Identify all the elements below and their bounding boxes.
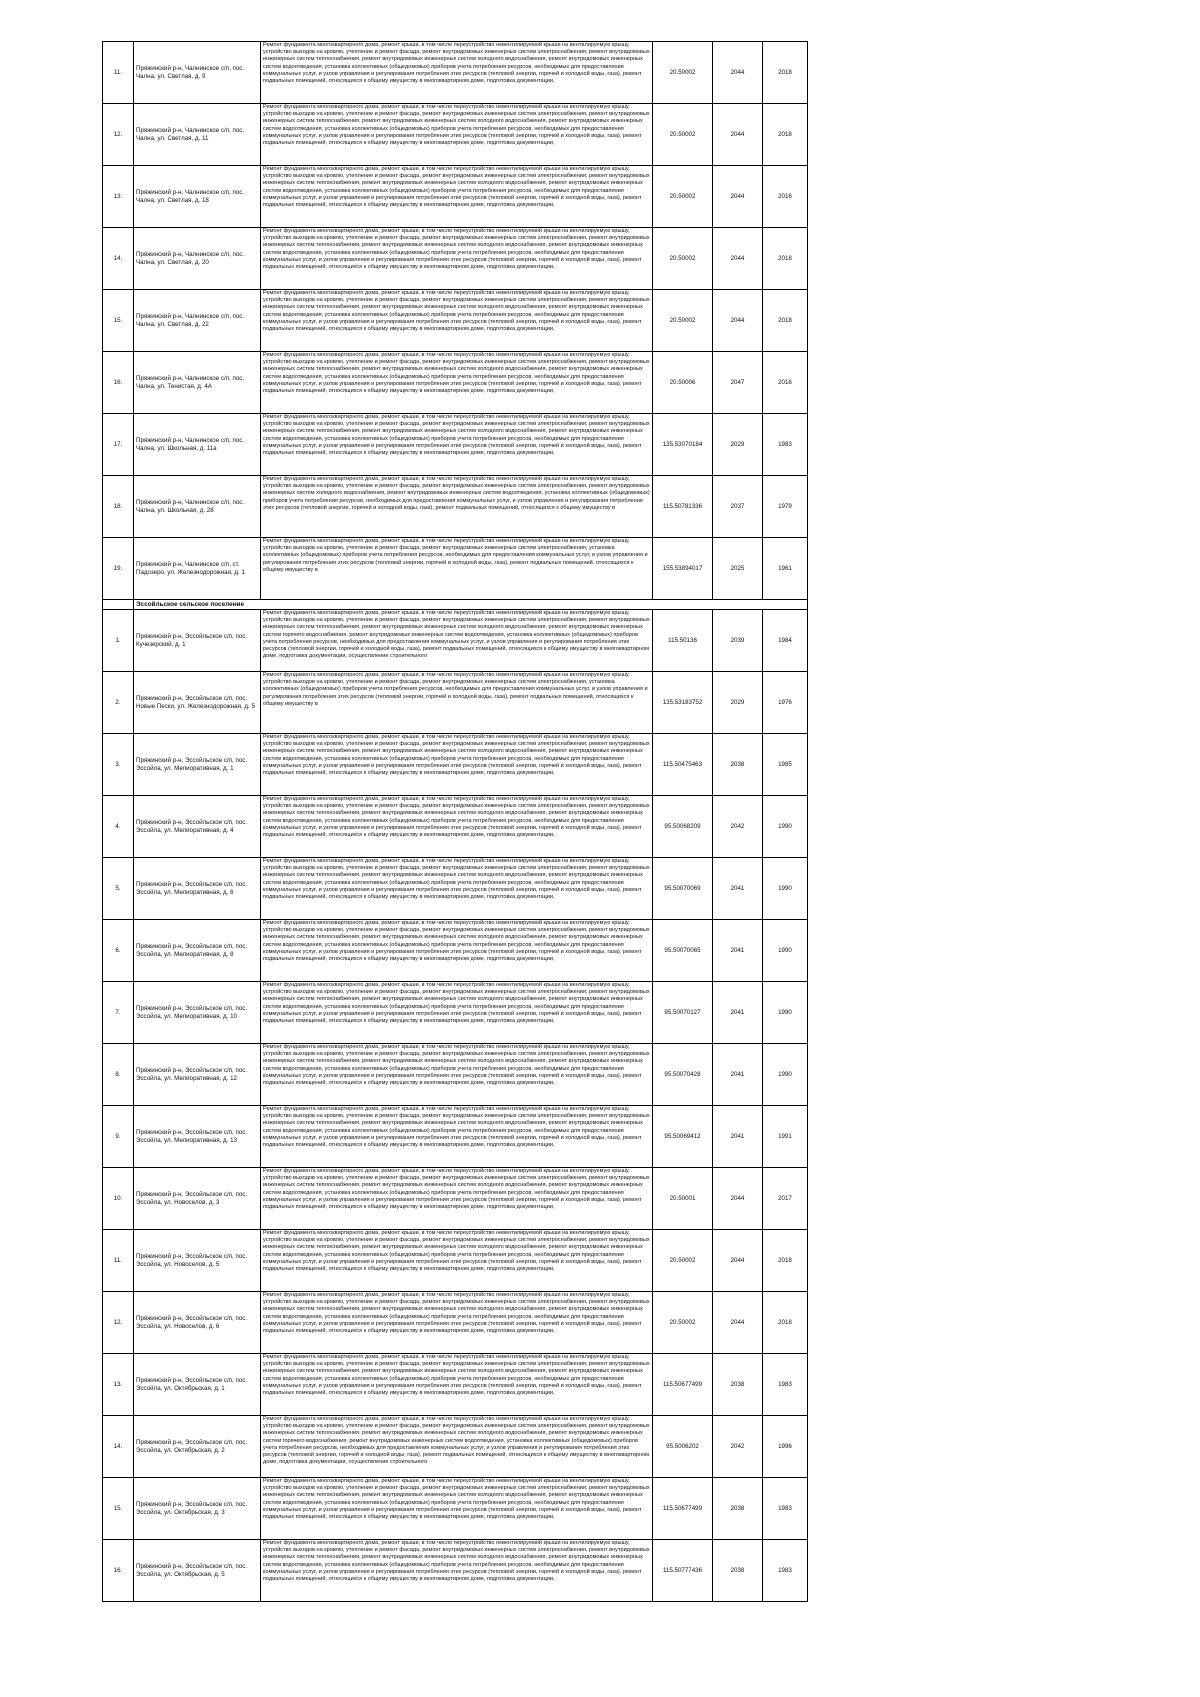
house-address-cell: Пряжинский р-н, Чалнинское с/п, пос. Чална, ул. Школьная, д. 11а [134,414,261,476]
planned-year-cell: 2029 [713,672,763,734]
row-number-cell: 11. [103,1230,134,1292]
work-types-cell [261,352,653,414]
unit-cost-cell: 115.50136 [653,610,713,672]
house-address-cell: Пряжинский р-н, Чалнинское с/п, пос. Чална, ул. Светлая, д. 9 [134,42,261,104]
table-row [103,414,808,476]
row-number-cell: 18. [103,476,134,538]
unit-cost-cell: 95.50070065 [653,920,713,982]
work-types-cell [261,1416,653,1478]
work-types-cell [261,414,653,476]
row-number-cell: 12. [103,104,134,166]
row-number-cell: 19. [103,538,134,600]
unit-cost-cell: 95.50068209 [653,796,713,858]
house-address-cell: Пряжинский р-н, Эссойльское с/п, пос. Эссойла, ул. Мелиоративная, д. 12 [134,1044,261,1106]
build-year-cell: 1996 [763,1416,808,1478]
house-address-cell: Пряжинский р-н, Эссойльское с/п, пос. Эссойла, ул. Октябрьская, д. 5 [134,1540,261,1602]
build-year-cell: 1979 [763,476,808,538]
work-types: Ремонт фундамента многоквартирного дома, ремонт крыши, в том числе переустройство невентилируемой крыши на вентилируемую крышу, устройство выходов на кровлю, утепление и ремонт фасада, ремонт внутридомовых инженерных систем электроснабжения, установка коллективных (общедомовых) приборов учета потребления ресурсов, необходимых для предоставления коммунальных услуг, и узлов управления и регулирования потребления этих ресурсов (тепловой энергии, горячей и холодной воды, газа), ремонт подвальных помещений, относящихся к общему имуществу в [263,672,648,707]
work-types-cell [261,734,653,796]
row-number-cell: 15. [103,290,134,352]
unit-cost-cell: 20.50002 [653,290,713,352]
build-year-cell: 1984 [763,610,808,672]
planned-year-cell: 2041 [713,982,763,1044]
house-address-cell: Пряжинский р-н, Чалнинское с/п, пос. Чална, ул. Светлая, д. 18 [134,166,261,228]
planned-year-cell: 2042 [713,796,763,858]
build-year-cell: 1990 [763,920,808,982]
table-row [103,166,808,228]
table-row [103,352,808,414]
house-address-cell: Пряжинский р-н, Эссойльское с/п, пос. Эссойла, ул. Новоселов, д. 5 [134,1230,261,1292]
unit-cost-cell: 20.50002 [653,1230,713,1292]
build-year-cell: 1983 [763,414,808,476]
work-types: Ремонт фундамента многоквартирного дома, ремонт крыши, в том числе переустройство невентилируемой крыши на вентилируемую крышу, устройство выходов на кровлю, утепление и ремонт фасада, ремонт внутридомовых инженерных систем электроснабжения, ремонт внутридомовых инженерных систем теплоснабжения, ремонт внутридомовых инженерных систем холодного водоснабжения, ремонт внутридомовых инженерных систем водоотведения, установка коллективных (общедомовых) приборов учета потребления ресурсов, необходимых для предоставления коммунальных услуг, и узлов управления и регулирования потребления этих ресурсов (тепловой энергии, горячей и холодной воды, газа), ремонт подвальных помещений, относящихся к общему имуществу в многоквартирном доме, подготовка документации, [263,1168,650,1211]
planned-year-cell: 2038 [713,1354,763,1416]
work-types: Ремонт фундамента многоквартирного дома, ремонт крыши, в том числе переустройство невентилируемой крыши на вентилируемую крышу, устройство выходов на кровлю, утепление и ремонт фасада, ремонт внутридомовых инженерных систем электроснабжения, ремонт внутридомовых инженерных систем теплоснабжения, ремонт внутридомовых инженерных систем холодного водоснабжения, ремонт внутридомовых инженерных систем водоотведения, установка коллективных (общедомовых) приборов учета потребления ресурсов, необходимых для предоставления коммунальных услуг, и узлов управления и регулирования потребления этих ресурсов (тепловой энергии, горячей и холодной воды, газа), ремонт подвальных помещений, относящихся к общему имуществу в многоквартирном доме, подготовка документации, [263,1044,650,1087]
row-number-cell: 13. [103,1354,134,1416]
table-row [103,104,808,166]
chalna-settlement-rows [103,42,808,600]
work-types: Ремонт фундамента многоквартирного дома, ремонт крыши, в том числе переустройство невентилируемой крыши на вентилируемую крышу, устройство выходов на кровлю, утепление и ремонт фасада, ремонт внутридомовых инженерных систем электроснабжения, ремонт внутридомовых инженерных систем теплоснабжения, ремонт внутридомовых инженерных систем холодного водоснабжения, ремонт внутридомовых инженерных систем водоотведения, установка коллективных (общедомовых) приборов учета потребления ресурсов, необходимых для предоставления коммунальных услуг, и узлов управления и регулирования потребления этих ресурсов (тепловой энергии, горячей и холодной воды, газа), ремонт подвальных помещений, относящихся к общему имуществу в многоквартирном доме, подготовка документации, [263,104,650,147]
planned-year-cell: 2044 [713,290,763,352]
build-year-cell: 1961 [763,538,808,600]
table-row [103,42,808,104]
planned-year-cell: 2038 [713,1478,763,1540]
work-types: Ремонт фундамента многоквартирного дома, ремонт крыши, в том числе переустройство невентилируемой крыши на вентилируемую крышу, устройство выходов на кровлю, утепление и ремонт фасада, ремонт внутридомовых инженерных систем электроснабжения, ремонт внутридомовых инженерных систем теплоснабжения, ремонт внутридомовых инженерных систем холодного водоснабжения, ремонт внутридомовых инженерных систем горячего водоснабжения, ремонт внутридомовых инженерных систем водоотведения, установка коллективных (общедомовых) приборов учета потребления ресурсов, необходимых для предоставления коммунальных услуг, и узлов управления и регулирования потребления этих ресурсов (тепловой энергии, горячей и холодной воды, газа), ремонт подвальных помещений, относящихся к общему имуществу в многоквартирном доме, подготовка документации, осуществление строительного [263,1416,650,1466]
row-number-cell: 17. [103,414,134,476]
section-header-group [103,600,808,610]
build-year-cell: 2018 [763,290,808,352]
unit-cost-cell: 135.53070184 [653,414,713,476]
house-address-cell: Пряжинский р-н, Чалнинское с/п, ст. Падозеро, ул. Железнодорожная, д. 1 [134,538,261,600]
house-address-cell: Пряжинский р-н, Чалнинское с/п, пос. Чална, ул. Светлая, д. 22 [134,290,261,352]
planned-year-cell: 2044 [713,166,763,228]
build-year-cell: 1990 [763,858,808,920]
work-types-cell [261,1540,653,1602]
house-address-cell: Пряжинский р-н, Чалнинское с/п, пос. Чална, ул. Тенистая, д. 4А [134,352,261,414]
work-types: Ремонт фундамента многоквартирного дома, ремонт крыши, в том числе переустройство невентилируемой крыши на вентилируемую крышу, устройство выходов на кровлю, утепление и ремонт фасада, ремонт внутридомовых инженерных систем электроснабжения, ремонт внутридомовых инженерных систем теплоснабжения, ремонт внутридомовых инженерных систем холодного водоснабжения, ремонт внутридомовых инженерных систем водоотведения, установка коллективных (общедомовых) приборов учета потребления ресурсов, необходимых для предоставления коммунальных услуг, и узлов управления и регулирования потребления этих ресурсов (тепловой энергии, горячей и холодной воды, газа), ремонт подвальных помещений, относящихся к общему имуществу в многоквартирном доме, подготовка документации, [263,858,650,901]
row-number-cell: 5. [103,858,134,920]
table-row [103,858,808,920]
row-number-cell: 11. [103,42,134,104]
unit-cost-cell: 95.50070127 [653,982,713,1044]
planned-year-cell: 2037 [713,476,763,538]
work-types: Ремонт фундамента многоквартирного дома, ремонт крыши, в том числе переустройство невентилируемой крыши на вентилируемую крышу, устройство выходов на кровлю, утепление и ремонт фасада, ремонт внутридомовых инженерных систем электроснабжения, ремонт внутридомовых инженерных систем теплоснабжения, ремонт внутридомовых инженерных систем холодного водоснабжения, ремонт внутридомовых инженерных систем водоотведения, установка коллективных (общедомовых) приборов учета потребления ресурсов, необходимых для предоставления коммунальных услуг, и узлов управления и регулирования потребления этих ресурсов (тепловой энергии, горячей и холодной воды, газа), ремонт подвальных помещений, относящихся к общему имуществу в многоквартирном доме, подготовка документации, [263,1478,650,1521]
table-row [103,1044,808,1106]
work-types-cell [261,1354,653,1416]
unit-cost-cell: 20.50002 [653,1292,713,1354]
table-row [103,1540,808,1602]
unit-cost-cell: 115.50677499 [653,1354,713,1416]
work-types-cell [261,610,653,672]
build-year-cell: 2018 [763,1230,808,1292]
work-types-cell [261,1292,653,1354]
house-address-cell: Пряжинский р-н, Чалнинское с/п, пос. Чална, ул. Школьная, д. 28 [134,476,261,538]
row-number-cell: 13. [103,166,134,228]
row-number-cell: 4. [103,796,134,858]
planned-year-cell: 2039 [713,610,763,672]
house-address-cell: Пряжинский р-н, Эссойльское с/п, пос. Эссойла, ул. Новоселов, д. 3 [134,1168,261,1230]
build-year-cell: 1983 [763,1354,808,1416]
planned-year-cell: 2038 [713,1540,763,1602]
planned-year-cell: 2044 [713,104,763,166]
row-number-cell: 1. [103,610,134,672]
planned-year-cell: 2047 [713,352,763,414]
work-types-cell [261,538,653,600]
work-types: Ремонт фундамента многоквартирного дома, ремонт крыши, в том числе переустройство невентилируемой крыши на вентилируемую крышу, устройство выходов на кровлю, утепление и ремонт фасада, ремонт внутридомовых инженерных систем электроснабжения, ремонт внутридомовых инженерных систем теплоснабжения, ремонт внутридомовых инженерных систем холодного водоснабжения, ремонт внутридомовых инженерных систем водоотведения, установка коллективных (общедомовых) приборов учета потребления ресурсов, необходимых для предоставления коммунальных услуг, и узлов управления и регулирования потребления этих ресурсов (тепловой энергии, горячей и холодной воды, газа), ремонт подвальных помещений, относящихся к общему имуществу в многоквартирном доме, подготовка документации, [263,414,650,457]
work-types: Ремонт фундамента многоквартирного дома, ремонт крыши, в том числе переустройство невентилируемой крыши на вентилируемую крышу, устройство выходов на кровлю, утепление и ремонт фасада, ремонт внутридомовых инженерных систем электроснабжения, ремонт внутридомовых инженерных систем теплоснабжения, ремонт внутридомовых инженерных систем холодного водоснабжения, ремонт внутридомовых инженерных систем водоотведения, установка коллективных (общедомовых) приборов учета потребления ресурсов, необходимых для предоставления коммунальных услуг, и узлов управления и регулирования потребления этих ресурсов (тепловой энергии, горячей и холодной воды, газа), ремонт подвальных помещений, относящихся к общему имуществу в многоквартирном доме, подготовка документации, [263,166,650,209]
unit-cost-cell: 95.50070069 [653,858,713,920]
house-address-cell: Пряжинский р-н, Эссойльское с/п, пос. Эссойла, ул. Мелиоративная, д. 13 [134,1106,261,1168]
unit-cost-cell: 155.53894017 [653,538,713,600]
planned-year-cell: 2044 [713,42,763,104]
unit-cost-cell: 20.50002 [653,228,713,290]
house-address-cell: Пряжинский р-н, Эссойльское с/п, пос. Эссойла, ул. Мелиоративная, д. 1 [134,734,261,796]
house-address-cell: Пряжинский р-н, Эссойльское с/п, пос. Эссойла, ул. Октябрьская, д. 1 [134,1354,261,1416]
essoila-settlement-rows [103,610,808,1602]
house-address-cell: Пряжинский р-н, Эссойльское с/п, пос. Эссойла, ул. Новоселов, д. 6 [134,1292,261,1354]
row-number-cell: 14. [103,228,134,290]
build-year-cell: 2017 [763,1168,808,1230]
house-address-cell: Пряжинский р-н, Эссойльское с/п, пос. Эссойла, ул. Октябрьская, д. 2 [134,1416,261,1478]
row-number-cell: 14. [103,1416,134,1478]
row-number-cell: 9. [103,1106,134,1168]
house-address-cell: Пряжинский р-н, Эссойльское с/п, пос. Эссойла, ул. Октябрьская, д. 3 [134,1478,261,1540]
unit-cost-cell: 115.50777436 [653,1540,713,1602]
build-year-cell: 1990 [763,982,808,1044]
work-types-cell [261,1478,653,1540]
work-types: Ремонт фундамента многоквартирного дома, ремонт крыши, в том числе переустройство невентилируемой крыши на вентилируемую крышу, устройство выходов на кровлю, утепление и ремонт фасада, ремонт внутридомовых инженерных систем электроснабжения, ремонт внутридомовых инженерных систем теплоснабжения, ремонт внутридомовых инженерных систем холодного водоснабжения, ремонт внутридомовых инженерных систем водоотведения, установка коллективных (общедомовых) приборов учета потребления ресурсов, необходимых для предоставления коммунальных услуг, и узлов управления и регулирования потребления этих ресурсов (тепловой энергии, горячей и холодной воды, газа), ремонт подвальных помещений, относящихся к общему имуществу в многоквартирном доме, подготовка документации, [263,290,650,333]
section-header-row [103,600,808,610]
planned-year-cell: 2041 [713,1044,763,1106]
table-row [103,1478,808,1540]
build-year-cell: 1983 [763,1540,808,1602]
planned-year-cell: 2025 [713,538,763,600]
build-year-cell: 1976 [763,672,808,734]
build-year-cell: 1985 [763,734,808,796]
work-types: Ремонт фундамента многоквартирного дома, ремонт крыши, в том числе переустройство невентилируемой крыши на вентилируемую крышу, устройство выходов на кровлю, утепление и ремонт фасада, ремонт внутридомовых инженерных систем электроснабжения, ремонт внутридомовых инженерных систем теплоснабжения, ремонт внутридомовых инженерных систем холодного водоснабжения, ремонт внутридомовых инженерных систем водоотведения, установка коллективных (общедомовых) приборов учета потребления ресурсов, необходимых для предоставления коммунальных услуг, и узлов управления и регулирования потребления этих ресурсов (тепловой энергии, горячей и холодной воды, газа), ремонт подвальных помещений, относящихся к общему имуществу в многоквартирном доме, подготовка документации, [263,920,650,963]
unit-cost-cell: 20.50006 [653,352,713,414]
work-types: Ремонт фундамента многоквартирного дома, ремонт крыши, в том числе переустройство невентилируемой крыши на вентилируемую крышу, устройство выходов на кровлю, утепление и ремонт фасада, ремонт внутридомовых инженерных систем электроснабжения, ремонт внутридомовых инженерных систем теплоснабжения, ремонт внутридомовых инженерных систем холодного водоснабжения, ремонт внутридомовых инженерных систем горячего водоснабжения, ремонт внутридомовых инженерных систем водоотведения, установка коллективных (общедомовых) приборов учета потребления ресурсов, необходимых для предоставления коммунальных услуг, и узлов управления и регулирования потребления этих ресурсов (тепловой энергии, горячей и холодной воды, газа), ремонт подвальных помещений, относящихся к общему имуществу в многоквартирном доме, подготовка документации, осуществление строительного [263,610,650,660]
unit-cost-cell: 115.50677499 [653,1478,713,1540]
unit-cost-cell: 115.50475463 [653,734,713,796]
row-number-cell: 16. [103,1540,134,1602]
row-number-cell: 2. [103,672,134,734]
row-number-cell: 6. [103,920,134,982]
work-types: Ремонт фундамента многоквартирного дома, ремонт крыши, в том числе переустройство невентилируемой крыши на вентилируемую крышу, устройство выходов на кровлю, утепление и ремонт фасада, ремонт внутридомовых инженерных систем электроснабжения, ремонт внутридомовых инженерных систем теплоснабжения, ремонт внутридомовых инженерных систем холодного водоснабжения, ремонт внутридомовых инженерных систем водоотведения, установка коллективных (общедомовых) приборов учета потребления ресурсов, необходимых для предоставления коммунальных услуг, и узлов управления и регулирования потребления этих ресурсов (тепловой энергии, горячей и холодной воды, газа), ремонт подвальных помещений, относящихся к общему имуществу в многоквартирном доме, подготовка документации, [263,1540,650,1583]
row-number-cell: 8. [103,1044,134,1106]
work-types: Ремонт фундамента многоквартирного дома, ремонт крыши, в том числе переустройство невентилируемой крыши на вентилируемую крышу, устройство выходов на кровлю, утепление и ремонт фасада, ремонт внутридомовых инженерных систем электроснабжения, установка коллективных (общедомовых) приборов учета потребления ресурсов, необходимых для предоставления коммунальных услуг, и узлов управления и регулирования потребления этих ресурсов (тепловой энергии, горячей и холодной воды, газа), ремонт подвальных помещений, относящихся к общему имуществу в [263,538,648,573]
row-number-cell: 15. [103,1478,134,1540]
work-types-cell [261,228,653,290]
work-types: Ремонт фундамента многоквартирного дома, ремонт крыши, в том числе переустройство невентилируемой крыши на вентилируемую крышу, устройство выходов на кровлю, утепление и ремонт фасада, ремонт внутридомовых инженерных систем электроснабжения, ремонт внутридомовых инженерных систем теплоснабжения, ремонт внутридомовых инженерных систем холодного водоснабжения, ремонт внутридомовых инженерных систем водоотведения, установка коллективных (общедомовых) приборов учета потребления ресурсов, необходимых для предоставления коммунальных услуг, и узлов управления и регулирования потребления этих ресурсов (тепловой энергии, горячей и холодной воды, газа), ремонт подвальных помещений, относящихся к общему имуществу в многоквартирном доме, подготовка документации, [263,1230,650,1273]
work-types-cell [261,982,653,1044]
planned-year-cell: 2044 [713,1168,763,1230]
row-number-cell: 12. [103,1292,134,1354]
table-row [103,1230,808,1292]
planned-year-cell: 2044 [713,1292,763,1354]
work-types: Ремонт фундамента многоквартирного дома, ремонт крыши, в том числе переустройство невентилируемой крыши на вентилируемую крышу, устройство выходов на кровлю, утепление и ремонт фасада, ремонт внутридомовых инженерных систем электроснабжения, ремонт внутридомовых инженерных систем холодного водоснабжения, ремонт внутридомовых инженерных систем водоотведения, установка коллективных (общедомовых) приборов учета потребления ресурсов, необходимых для предоставления коммунальных услуг, и узлов управления и регулирования потребления этих ресурсов (тепловой энергии, горячей и холодной воды, газа), ремонт подвальных помещений, относящихся к общему имуществу в [263,476,650,511]
work-types-cell [261,858,653,920]
work-types: Ремонт фундамента многоквартирного дома, ремонт крыши, в том числе переустройство невентилируемой крыши на вентилируемую крышу, устройство выходов на кровлю, утепление и ремонт фасада, ремонт внутридомовых инженерных систем электроснабжения, ремонт внутридомовых инженерных систем теплоснабжения, ремонт внутридомовых инженерных систем холодного водоснабжения, ремонт внутридомовых инженерных систем водоотведения, установка коллективных (общедомовых) приборов учета потребления ресурсов, необходимых для предоставления коммунальных услуг, и узлов управления и регулирования потребления этих ресурсов (тепловой энергии, горячей и холодной воды, газа), ремонт подвальных помещений, относящихся к общему имуществу в многоквартирном доме, подготовка документации, [263,1106,650,1149]
work-types: Ремонт фундамента многоквартирного дома, ремонт крыши, в том числе переустройство невентилируемой крыши на вентилируемую крышу, устройство выходов на кровлю, утепление и ремонт фасада, ремонт внутридомовых инженерных систем электроснабжения, ремонт внутридомовых инженерных систем теплоснабжения, ремонт внутридомовых инженерных систем холодного водоснабжения, ремонт внутридомовых инженерных систем водоотведения, установка коллективных (общедомовых) приборов учета потребления ресурсов, необходимых для предоставления коммунальных услуг, и узлов управления и регулирования потребления этих ресурсов (тепловой энергии, горячей и холодной воды, газа), ремонт подвальных помещений, относящихся к общему имуществу в многоквартирном доме, подготовка документации, [263,352,650,395]
build-year-cell: 2018 [763,1292,808,1354]
work-types: Ремонт фундамента многоквартирного дома, ремонт крыши, в том числе переустройство невентилируемой крыши на вентилируемую крышу, устройство выходов на кровлю, утепление и ремонт фасада, ремонт внутридомовых инженерных систем электроснабжения, ремонт внутридомовых инженерных систем теплоснабжения, ремонт внутридомовых инженерных систем холодного водоснабжения, ремонт внутридомовых инженерных систем водоотведения, установка коллективных (общедомовых) приборов учета потребления ресурсов, необходимых для предоставления коммунальных услуг, и узлов управления и регулирования потребления этих ресурсов (тепловой энергии, горячей и холодной воды, газа), ремонт подвальных помещений, относящихся к общему имуществу в многоквартирном доме, подготовка документации, [263,734,650,777]
table-row [103,1168,808,1230]
house-address-cell: Пряжинский р-н, Эссойльское с/п, пос. Эссойла, ул. Мелиоративная, д. 10 [134,982,261,1044]
work-types: Ремонт фундамента многоквартирного дома, ремонт крыши, в том числе переустройство невентилируемой крыши на вентилируемую крышу, устройство выходов на кровлю, утепление и ремонт фасада, ремонт внутридомовых инженерных систем электроснабжения, ремонт внутридомовых инженерных систем теплоснабжения, ремонт внутридомовых инженерных систем холодного водоснабжения, ремонт внутридомовых инженерных систем водоотведения, установка коллективных (общедомовых) приборов учета потребления ресурсов, необходимых для предоставления коммунальных услуг, и узлов управления и регулирования потребления этих ресурсов (тепловой энергии, горячей и холодной воды, газа), ремонт подвальных помещений, относящихся к общему имуществу в многоквартирном доме, подготовка документации, [263,796,650,839]
row-number-cell: 10. [103,1168,134,1230]
build-year-cell: 1990 [763,1044,808,1106]
table-row [103,476,808,538]
build-year-cell: 2018 [763,104,808,166]
row-number-cell: 3. [103,734,134,796]
work-types-cell [261,476,653,538]
work-types: Ремонт фундамента многоквартирного дома, ремонт крыши, в том числе переустройство невентилируемой крыши на вентилируемую крышу, устройство выходов на кровлю, утепление и ремонт фасада, ремонт внутридомовых инженерных систем электроснабжения, ремонт внутридомовых инженерных систем теплоснабжения, ремонт внутридомовых инженерных систем холодного водоснабжения, ремонт внутридомовых инженерных систем водоотведения, установка коллективных (общедомовых) приборов учета потребления ресурсов, необходимых для предоставления коммунальных услуг, и узлов управления и регулирования потребления этих ресурсов (тепловой энергии, горячей и холодной воды, газа), ремонт подвальных помещений, относящихся к общему имуществу в многоквартирном доме, подготовка документации, [263,42,650,85]
table-row [103,1292,808,1354]
planned-year-cell: 2044 [713,228,763,290]
house-address-cell: Пряжинский р-н, Эссойльское с/п, пос. Эссойла, ул. Мелиоративная, д. 8 [134,920,261,982]
table-row [103,796,808,858]
work-types-cell [261,166,653,228]
work-types-cell [261,1106,653,1168]
work-types-cell [261,1044,653,1106]
table-row [103,982,808,1044]
house-address-cell: Пряжинский р-н, Чалнинское с/п, пос. Чална, ул. Светлая, д. 11 [134,104,261,166]
unit-cost-cell: 20.50001 [653,1168,713,1230]
unit-cost-cell: 135.53183752 [653,672,713,734]
planned-year-cell: 2044 [713,1230,763,1292]
unit-cost-cell: 95.50070428 [653,1044,713,1106]
table-row [103,228,808,290]
build-year-cell: 1990 [763,796,808,858]
work-types: Ремонт фундамента многоквартирного дома, ремонт крыши, в том числе переустройство невентилируемой крыши на вентилируемую крышу, устройство выходов на кровлю, утепление и ремонт фасада, ремонт внутридомовых инженерных систем электроснабжения, ремонт внутридомовых инженерных систем теплоснабжения, ремонт внутридомовых инженерных систем холодного водоснабжения, ремонт внутридомовых инженерных систем водоотведения, установка коллективных (общедомовых) приборов учета потребления ресурсов, необходимых для предоставления коммунальных услуг, и узлов управления и регулирования потребления этих ресурсов (тепловой энергии, горячей и холодной воды, газа), ремонт подвальных помещений, относящихся к общему имуществу в многоквартирном доме, подготовка документации, [263,982,650,1025]
house-address-cell: Пряжинский р-н, Эссойльское с/п, пос. Новые Пески, ул. Железнодорожная, д. 5 [134,672,261,734]
work-types-cell [261,672,653,734]
build-year-cell: 2018 [763,228,808,290]
work-types: Ремонт фундамента многоквартирного дома, ремонт крыши, в том числе переустройство невентилируемой крыши на вентилируемую крышу, устройство выходов на кровлю, утепление и ремонт фасада, ремонт внутридомовых инженерных систем электроснабжения, ремонт внутридомовых инженерных систем теплоснабжения, ремонт внутридомовых инженерных систем холодного водоснабжения, ремонт внутридомовых инженерных систем водоотведения, установка коллективных (общедомовых) приборов учета потребления ресурсов, необходимых для предоставления коммунальных услуг, и узлов управления и регулирования потребления этих ресурсов (тепловой энергии, горячей и холодной воды, газа), ремонт подвальных помещений, относящихся к общему имуществу в многоквартирном доме, подготовка документации, [263,228,650,271]
capital-repair-program-table [102,41,808,1602]
build-year-cell: 2018 [763,42,808,104]
planned-year-cell: 2041 [713,858,763,920]
table-row [103,734,808,796]
table-row [103,920,808,982]
planned-year-cell: 2029 [713,414,763,476]
table-row [103,290,808,352]
unit-cost-cell: 20.50002 [653,42,713,104]
build-year-cell: 1991 [763,1106,808,1168]
planned-year-cell: 2041 [713,1106,763,1168]
house-address-cell: Пряжинский р-н, Эссойльское с/п, пос. Эссойла, ул. Мелиоративная, д. 6 [134,858,261,920]
table-row [103,538,808,600]
work-types: Ремонт фундамента многоквартирного дома, ремонт крыши, в том числе переустройство невентилируемой крыши на вентилируемую крышу, устройство выходов на кровлю, утепление и ремонт фасада, ремонт внутридомовых инженерных систем электроснабжения, ремонт внутридомовых инженерных систем теплоснабжения, ремонт внутридомовых инженерных систем холодного водоснабжения, ремонт внутридомовых инженерных систем водоотведения, установка коллективных (общедомовых) приборов учета потребления ресурсов, необходимых для предоставления коммунальных услуг, и узлов управления и регулирования потребления этих ресурсов (тепловой энергии, горячей и холодной воды, газа), ремонт подвальных помещений, относящихся к общему имуществу в многоквартирном доме, подготовка документации, [263,1292,650,1335]
work-types-cell [261,920,653,982]
work-types-cell [261,1168,653,1230]
work-types-cell [261,290,653,352]
build-year-cell: 2016 [763,166,808,228]
build-year-cell: 1983 [763,1478,808,1540]
house-address-cell: Пряжинский р-н, Эссойльское с/п, пос. Эссойла, ул. Мелиоративная, д. 4 [134,796,261,858]
work-types-cell [261,42,653,104]
table-row [103,1416,808,1478]
unit-cost-cell: 95.50069412 [653,1106,713,1168]
planned-year-cell: 2042 [713,1416,763,1478]
table-row [103,672,808,734]
house-address-cell: Пряжинский р-н, Чалнинское с/п, пос. Чална, ул. Светлая, д. 20 [134,228,261,290]
row-number-cell: 7. [103,982,134,1044]
unit-cost-cell: 20.50002 [653,166,713,228]
section-title: Эссойльское сельское поселение [134,600,808,610]
unit-cost-cell: 115.50781336 [653,476,713,538]
work-types-cell [261,796,653,858]
row-number-cell: 16. [103,352,134,414]
table-row [103,1106,808,1168]
unit-cost-cell: 20.50002 [653,104,713,166]
planned-year-cell: 2041 [713,920,763,982]
build-year-cell: 2016 [763,352,808,414]
table-row [103,1354,808,1416]
work-types-cell [261,104,653,166]
house-address-cell: Пряжинский р-н, Эссойльское с/п, пос. Кучезерский, д. 1 [134,610,261,672]
unit-cost-cell: 95.5006202 [653,1416,713,1478]
work-types-cell [261,1230,653,1292]
planned-year-cell: 2038 [713,734,763,796]
work-types: Ремонт фундамента многоквартирного дома, ремонт крыши, в том числе переустройство невентилируемой крыши на вентилируемую крышу, устройство выходов на кровлю, утепление и ремонт фасада, ремонт внутридомовых инженерных систем электроснабжения, ремонт внутридомовых инженерных систем теплоснабжения, ремонт внутридомовых инженерных систем холодного водоснабжения, ремонт внутридомовых инженерных систем водоотведения, установка коллективных (общедомовых) приборов учета потребления ресурсов, необходимых для предоставления коммунальных услуг, и узлов управления и регулирования потребления этих ресурсов (тепловой энергии, горячей и холодной воды, газа), ремонт подвальных помещений, относящихся к общему имуществу в многоквартирном доме, подготовка документации, [263,1354,650,1397]
table-row [103,610,808,672]
